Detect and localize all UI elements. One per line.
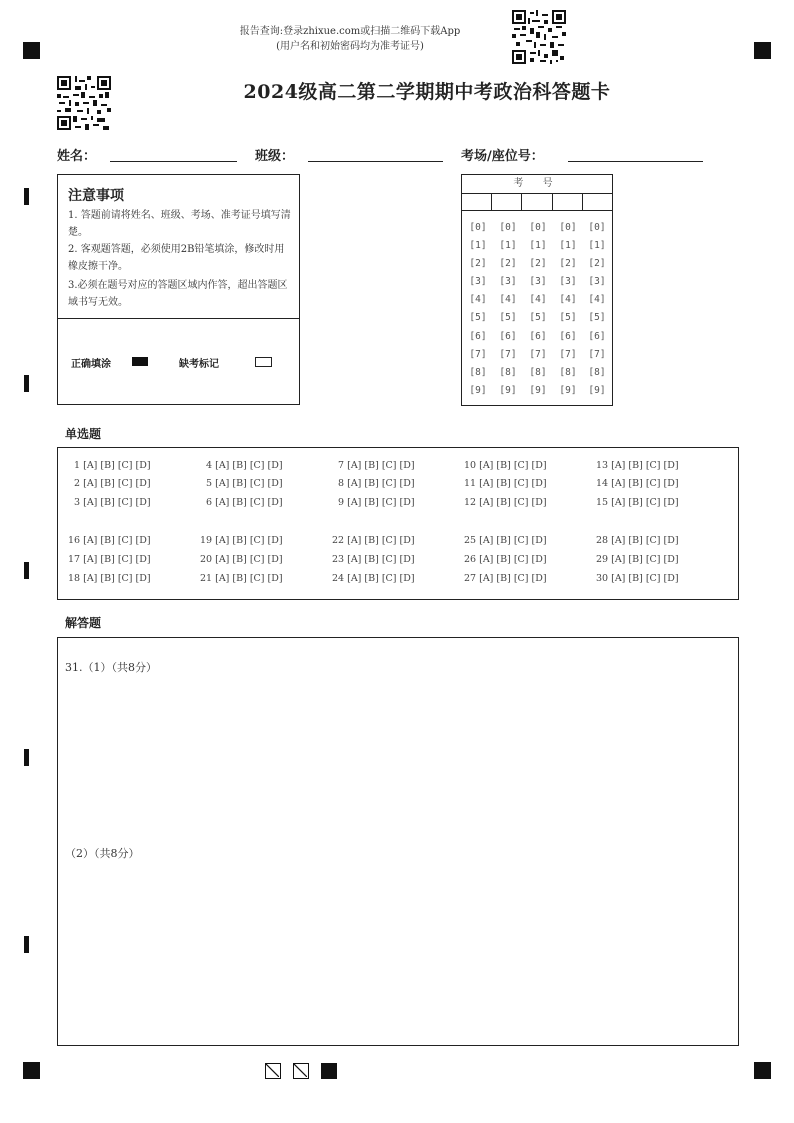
exam-digit-bubble[interactable]: [5]	[529, 312, 547, 324]
exam-number-grid	[461, 174, 613, 406]
exam-digit-bubble[interactable]: [4]	[499, 294, 517, 306]
choice-question-25[interactable]: 25 [A] [B] [C] [D]	[464, 535, 547, 546]
absent-mark-box[interactable]	[255, 357, 272, 367]
single-choice-box	[57, 447, 739, 600]
notice-item: 2. 客观题答题，必须使用2B铅笔填涂，修改时用橡皮擦干净。	[68, 244, 285, 272]
notice-item: 1. 答题前请将姓名、班级、考场、准考证号填写清楚。	[68, 210, 291, 238]
choice-question-15[interactable]: 15 [A] [B] [C] [D]	[596, 497, 679, 508]
choice-question-3[interactable]: 3 [A] [B] [C] [D]	[68, 497, 151, 508]
side-marker	[24, 375, 29, 392]
exam-digit-bubble[interactable]: [6]	[469, 330, 487, 342]
notice-box	[57, 174, 300, 405]
choice-question-16[interactable]: 16 [A] [B] [C] [D]	[68, 535, 151, 546]
page-mark-empty	[265, 1063, 281, 1079]
exam-digit-bubble[interactable]: [9]	[588, 384, 606, 396]
exam-digit-bubble[interactable]: [3]	[529, 276, 547, 288]
choice-question-11[interactable]: 11 [A] [B] [C] [D]	[464, 478, 547, 489]
exam-digit-bubble[interactable]: [1]	[469, 240, 487, 252]
exam-digit-column[interactable]	[583, 219, 611, 400]
question-31-part-1: 31.（1）（共8分）	[65, 661, 157, 674]
exam-digit-bubble[interactable]: [7]	[529, 348, 547, 360]
exam-digit-bubble[interactable]: [5]	[469, 312, 487, 324]
absent-mark-label: 缺考标记	[179, 359, 219, 370]
question-31-part-2: （2）（共8分）	[65, 847, 140, 860]
exam-digit-bubble[interactable]: [7]	[588, 348, 606, 360]
exam-digit-bubble[interactable]: [3]	[499, 276, 517, 288]
exam-digit-bubble[interactable]: [9]	[529, 384, 547, 396]
corner-marker-bottom-left	[23, 1062, 40, 1079]
exam-digit-column[interactable]	[524, 219, 552, 400]
answer-section-title: 解答题	[65, 616, 102, 630]
exam-digit-column[interactable]	[464, 219, 492, 400]
correct-fill-label: 正确填涂	[71, 359, 111, 370]
side-marker	[24, 562, 29, 579]
qr-code-icon[interactable]	[512, 10, 566, 64]
exam-digit-bubble[interactable]: [6]	[499, 330, 517, 342]
choice-question-5[interactable]: 5 [A] [B] [C] [D]	[200, 478, 283, 489]
choice-question-18[interactable]: 18 [A] [B] [C] [D]	[68, 573, 151, 584]
report-query-note	[0, 24, 700, 54]
choice-question-30[interactable]: 30 [A] [B] [C] [D]	[596, 573, 679, 584]
report-line-2: (用户名和初始密码均为准考证号)	[276, 41, 424, 52]
exam-digit-bubble[interactable]: [6]	[529, 330, 547, 342]
choice-question-2[interactable]: 2 [A] [B] [C] [D]	[68, 478, 151, 489]
exam-digit-bubble[interactable]: [4]	[529, 294, 547, 306]
exam-digit-bubble[interactable]: [6]	[559, 330, 577, 342]
choice-question-13[interactable]: 13 [A] [B] [C] [D]	[596, 460, 679, 471]
exam-digit-bubble[interactable]: [8]	[559, 366, 577, 378]
choice-question-28[interactable]: 28 [A] [B] [C] [D]	[596, 535, 679, 546]
exam-digit-bubble[interactable]: [3]	[469, 276, 487, 288]
choice-question-29[interactable]: 29 [A] [B] [C] [D]	[596, 554, 679, 565]
exam-digit-bubble[interactable]: [5]	[499, 312, 517, 324]
page-title: 2024级高二第二学期期中考政治科答题卡	[243, 81, 611, 103]
choice-question-7[interactable]: 7 [A] [B] [C] [D]	[332, 460, 415, 471]
correct-fill-sample	[132, 357, 148, 366]
answer-box[interactable]	[57, 637, 739, 1046]
exam-digit-bubble[interactable]: [1]	[529, 240, 547, 252]
exam-digit-bubble[interactable]: [2]	[559, 258, 577, 270]
corner-marker-bottom-right	[754, 1062, 771, 1079]
exam-digit-column[interactable]	[554, 219, 582, 400]
choice-question-14[interactable]: 14 [A] [B] [C] [D]	[596, 478, 679, 489]
seat-label: 考场/座位号：	[461, 149, 544, 164]
exam-digit-bubble[interactable]: [9]	[499, 384, 517, 396]
exam-digit-bubble[interactable]: [1]	[588, 240, 606, 252]
choice-question-8[interactable]: 8 [A] [B] [C] [D]	[332, 478, 415, 489]
notice-divider	[58, 318, 299, 319]
exam-digit-bubble[interactable]: [9]	[469, 384, 487, 396]
exam-digit-bubble[interactable]: [1]	[559, 240, 577, 252]
student-info-row	[57, 145, 747, 165]
report-line-1: 报告查询:登录zhixue.com或扫描二维码下载App	[239, 26, 461, 37]
name-field[interactable]	[110, 161, 237, 162]
exam-digit-bubble[interactable]: [3]	[559, 276, 577, 288]
exam-digit-bubble[interactable]: [6]	[588, 330, 606, 342]
name-label: 姓名：	[57, 149, 97, 164]
page-mark-filled	[321, 1063, 337, 1079]
exam-digit-bubble[interactable]: [0]	[588, 222, 606, 233]
exam-digit-bubble[interactable]: [8]	[469, 366, 487, 378]
exam-digit-bubble[interactable]: [8]	[588, 366, 606, 378]
notice-item: 3.必须在题号对应的答题区域内作答，超出答题区域书写无效。	[68, 280, 288, 308]
exam-digit-bubble[interactable]: [0]	[469, 222, 487, 233]
exam-digit-bubble[interactable]: [2]	[588, 258, 606, 270]
choice-question-9[interactable]: 9 [A] [B] [C] [D]	[332, 497, 415, 508]
exam-number-header: 考 号	[462, 175, 612, 194]
choice-question-6[interactable]: 6 [A] [B] [C] [D]	[200, 497, 283, 508]
exam-digit-bubble[interactable]: [5]	[559, 312, 577, 324]
exam-digit-bubble[interactable]: [4]	[559, 294, 577, 306]
exam-digit-bubble[interactable]: [7]	[499, 348, 517, 360]
side-marker	[24, 749, 29, 766]
choice-question-1[interactable]: 1 [A] [B] [C] [D]	[68, 460, 151, 471]
exam-number-write-cells[interactable]	[462, 194, 612, 211]
choice-question-10[interactable]: 10 [A] [B] [C] [D]	[464, 460, 547, 471]
exam-digit-bubble[interactable]: [0]	[529, 222, 547, 233]
choice-question-17[interactable]: 17 [A] [B] [C] [D]	[68, 554, 151, 565]
exam-digit-bubble[interactable]: [8]	[529, 366, 547, 378]
exam-digit-bubble[interactable]: [0]	[499, 222, 517, 233]
choice-question-23[interactable]: 23 [A] [B] [C] [D]	[332, 554, 415, 565]
choice-question-21[interactable]: 21 [A] [B] [C] [D]	[200, 573, 283, 584]
choice-question-12[interactable]: 12 [A] [B] [C] [D]	[464, 497, 547, 508]
exam-digit-bubble[interactable]: [4]	[588, 294, 606, 306]
single-choice-title: 单选题	[65, 427, 102, 441]
corner-marker-top-right	[754, 42, 771, 59]
exam-digit-bubble[interactable]: [8]	[499, 366, 517, 378]
exam-digit-bubble[interactable]: [4]	[469, 294, 487, 306]
side-marker	[24, 936, 29, 953]
exam-digit-bubble[interactable]: [7]	[469, 348, 487, 360]
class-field[interactable]	[308, 161, 443, 162]
choice-question-24[interactable]: 24 [A] [B] [C] [D]	[332, 573, 415, 584]
exam-digit-bubble[interactable]: [2]	[529, 258, 547, 270]
notice-heading: 注意事项	[68, 188, 124, 204]
exam-digit-bubble[interactable]: [9]	[559, 384, 577, 396]
seat-field[interactable]	[568, 161, 703, 162]
side-marker	[24, 188, 29, 205]
exam-digit-bubble[interactable]: [5]	[588, 312, 606, 324]
exam-digit-bubble[interactable]: [3]	[588, 276, 606, 288]
exam-digit-bubble[interactable]: [0]	[559, 222, 577, 233]
choice-question-22[interactable]: 22 [A] [B] [C] [D]	[332, 535, 415, 546]
choice-question-4[interactable]: 4 [A] [B] [C] [D]	[200, 460, 283, 471]
choice-question-20[interactable]: 20 [A] [B] [C] [D]	[200, 554, 283, 565]
exam-digit-bubble[interactable]: [1]	[499, 240, 517, 252]
exam-digit-bubble[interactable]: [7]	[559, 348, 577, 360]
choice-question-19[interactable]: 19 [A] [B] [C] [D]	[200, 535, 283, 546]
page-mark-empty	[293, 1063, 309, 1079]
exam-digit-column[interactable]	[494, 219, 522, 400]
choice-question-26[interactable]: 26 [A] [B] [C] [D]	[464, 554, 547, 565]
choice-question-27[interactable]: 27 [A] [B] [C] [D]	[464, 573, 547, 584]
exam-digit-bubble[interactable]: [2]	[499, 258, 517, 270]
exam-digit-bubble[interactable]: [2]	[469, 258, 487, 270]
class-label: 班级：	[255, 149, 295, 164]
